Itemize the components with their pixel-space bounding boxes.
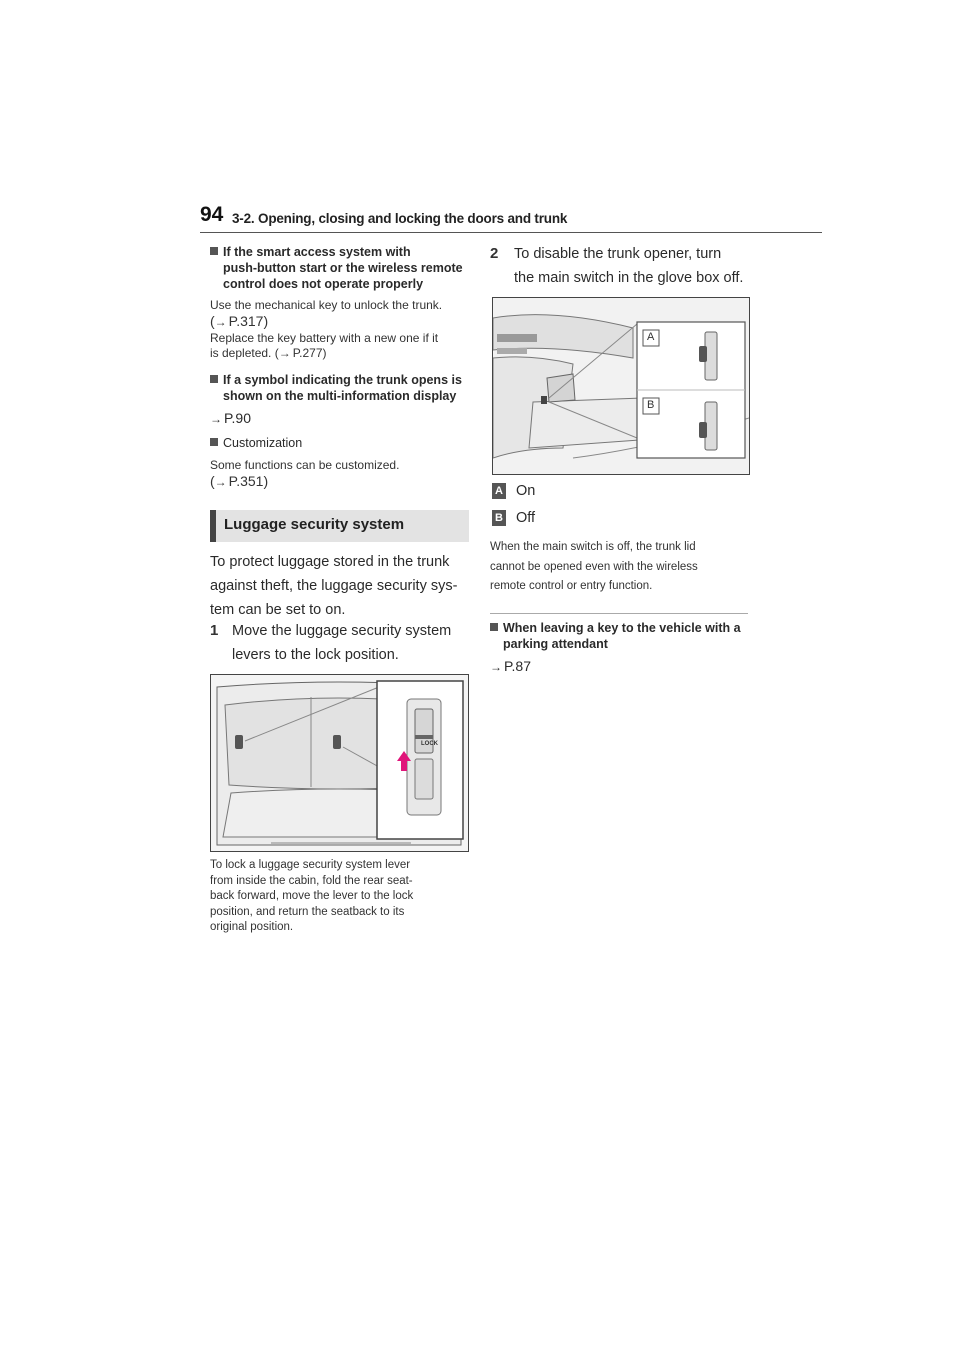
figure-caption-luggage: To lock a luggage security system lever from inside the cabin, fold the rear seat- back forward, move the lever to the lock position, and return the seatback to its original position.	[210, 859, 414, 933]
legend-a-text: On	[516, 483, 536, 499]
step-2: 2 To disable the trunk opener, turn the main switch in the glove box off.	[490, 245, 744, 286]
step-number: 2	[490, 245, 499, 262]
switch-off-icon	[699, 422, 707, 438]
step-1: 1 Move the luggage security system levers to the lock position.	[210, 622, 452, 663]
note-text-customization: Some functions can be customized. (→ P.351)	[210, 458, 400, 489]
section-divider	[490, 613, 748, 614]
square-bullet-icon	[210, 438, 218, 446]
arrow-right-icon: →	[214, 315, 227, 329]
header-divider	[200, 232, 822, 233]
figure-label-b: B	[647, 399, 655, 411]
glove-box-illustration	[493, 298, 749, 474]
section-heading-luggage-security: Luggage security system	[210, 510, 469, 542]
legend-b-text: Off	[516, 510, 536, 526]
note-heading-smart-access: If the smart access system with push-button start or the wireless remote control does not operate properly	[210, 244, 472, 292]
main-switch-note: When the main switch is off, the trunk lid cannot be opened even with the wireless remote control or entry function.	[490, 541, 698, 592]
legend-b-badge: B	[492, 510, 506, 526]
figure-luggage-levers	[210, 674, 469, 852]
arrow-right-icon: →	[214, 475, 227, 489]
page-ref-317[interactable]: P.317)	[228, 313, 269, 329]
arrow-right-icon: →	[278, 346, 291, 360]
page-ref-351[interactable]: P.351)	[228, 473, 269, 489]
page-ref-87-line	[490, 658, 531, 674]
switch-on-icon	[699, 346, 707, 362]
trunk-interior-illustration	[211, 675, 468, 851]
page-ref-277[interactable]: P.277)	[292, 346, 327, 360]
square-bullet-icon	[490, 623, 498, 631]
note-heading-customization: Customization	[210, 435, 302, 451]
square-bullet-icon	[210, 375, 218, 383]
right-lever-icon	[333, 735, 341, 749]
luggage-intro-text: To protect luggage stored in the trunk against theft, the luggage security sys- tem can be set to on.	[210, 554, 458, 618]
switch-location-icon	[541, 396, 547, 404]
square-bullet-icon	[210, 247, 218, 255]
note-heading-trunk-symbol: If a symbol indicating the trunk opens is shown on the multi-information display	[210, 372, 472, 404]
page-number: 94	[200, 203, 224, 226]
step-number: 1	[210, 622, 219, 639]
page-ref-90-line	[210, 410, 251, 426]
note-text-smart-access: Use the mechanical key to unlock the trunk. (→ P.317) Replace the key battery with a new one if it is depleted. (→ P.277)	[210, 298, 443, 360]
lock-label: LOCK	[421, 741, 438, 747]
figure-glove-box-switch	[492, 297, 750, 475]
arrow-right-icon: →	[210, 412, 222, 426]
chapter-title: 3-2. Opening, closing and locking the doors and trunk	[232, 211, 568, 226]
page-ref-87[interactable]: P.87	[504, 658, 531, 674]
left-lever-icon	[235, 735, 243, 749]
legend-a-badge: A	[492, 483, 506, 499]
arrow-right-icon: →	[490, 660, 502, 674]
note-heading-parking-attendant: When leaving a key to the vehicle with a parking attendant	[490, 620, 752, 652]
page-ref-90[interactable]: P.90	[224, 410, 251, 426]
figure-label-a: A	[647, 331, 655, 343]
